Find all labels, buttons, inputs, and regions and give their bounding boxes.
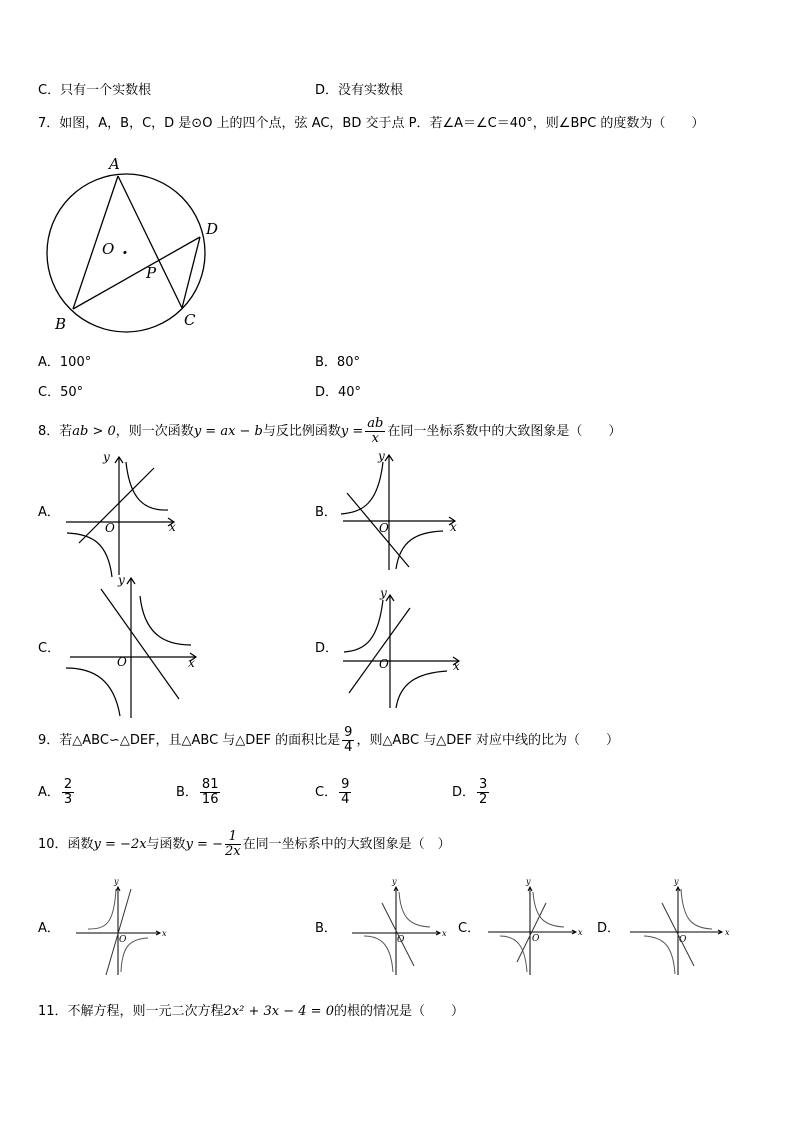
q11-stem: 11．不解方程，则一元二次方程2x² + 3x − 4 = 0的根的情况是（ ） [38, 1004, 464, 1019]
svg-text:O: O [105, 521, 115, 535]
label-o: O [102, 240, 115, 258]
q8-option-b-label: B． [315, 505, 337, 520]
svg-text:y: y [392, 877, 397, 886]
q10-option-c-label: C． [458, 921, 481, 936]
q9-option-b: B． $\frac{81}{16}$ [176, 777, 219, 807]
q6-option-d: D．没有实数根 [315, 83, 404, 98]
svg-text:x: x [162, 929, 167, 938]
q10-option-a-label: A． [38, 921, 60, 936]
q9-stem: 9．若△ABC∽△DEF，且△ABC 与△DEF 的面积比是 $\frac{9}{4}$ ，则△ABC 与△DEF 对应中线的比为（ ） [38, 725, 620, 755]
svg-text:O: O [379, 521, 389, 535]
svg-text:O: O [532, 934, 540, 944]
svg-text:y: y [114, 877, 119, 886]
q10-option-d-label: D． [597, 921, 621, 936]
svg-text:y: y [118, 573, 125, 587]
svg-text:y: y [103, 450, 110, 464]
center-dot: . [122, 239, 128, 259]
label-b: B [55, 315, 67, 333]
q9-option-c: C． $\frac{9}{4}$ [315, 777, 350, 807]
label-p: P [146, 264, 157, 282]
q7-option-c: C．50° [38, 385, 84, 400]
q8-option-d-label: D． [315, 641, 339, 656]
q9-ratio-fraction: $\frac{9}{4}$ [344, 725, 353, 755]
q7-stem: 7．如图，A，B，C，D 是⊙O 上的四个点，弦 AC，BD 交于点 P．若∠A＝∠C＝40°，则∠BPC 的度数为（ ） [38, 116, 705, 131]
q10-option-b-label: B． [315, 921, 337, 936]
svg-text:O: O [679, 935, 687, 945]
svg-text:O: O [397, 935, 405, 945]
svg-text:y: y [674, 877, 679, 886]
q7-option-a: A．100° [38, 355, 92, 370]
q10-stem: 10．函数y = −2x与函数y = − $\frac{1}{2x}$ 在同一坐标系中的大致图象是（ ） [38, 829, 451, 859]
svg-text:x: x [442, 929, 447, 938]
q7-option-b: B．80° [315, 355, 360, 370]
svg-text:O: O [117, 655, 127, 669]
q9-option-d: D． $\frac{3}{2}$ [452, 777, 488, 807]
svg-text:y: y [378, 449, 385, 463]
label-d: D [206, 220, 219, 238]
label-c: C [184, 311, 196, 329]
q10-fraction: $\frac{1}{2x}$ [224, 829, 241, 859]
svg-text:O: O [119, 935, 127, 945]
svg-text:x: x [450, 520, 457, 534]
q7-option-d: D．40° [315, 385, 362, 400]
svg-text:x: x [188, 656, 195, 670]
q8-option-c-label: C． [38, 641, 61, 656]
svg-text:x: x [725, 928, 730, 937]
svg-text:O: O [379, 657, 389, 671]
q8-stem: 8．若ab > 0，则一次函数y = ax − b与反比例函数y = $\frac{ab}{x}$ 在同一坐标系数中的大致图象是（ ） [38, 416, 622, 446]
svg-text:y: y [380, 586, 387, 600]
svg-text:x: x [453, 659, 460, 673]
q9-option-a: A． $\frac{2}{3}$ [38, 777, 73, 807]
q8-fraction: $\frac{ab}{x}$ [367, 416, 384, 446]
label-a: A [109, 155, 120, 173]
svg-text:y: y [526, 877, 531, 886]
svg-text:x: x [578, 928, 583, 937]
q8-option-a-label: A． [38, 505, 60, 520]
svg-text:x: x [169, 520, 176, 534]
q6-option-c: C．只有一个实数根 [38, 83, 152, 98]
